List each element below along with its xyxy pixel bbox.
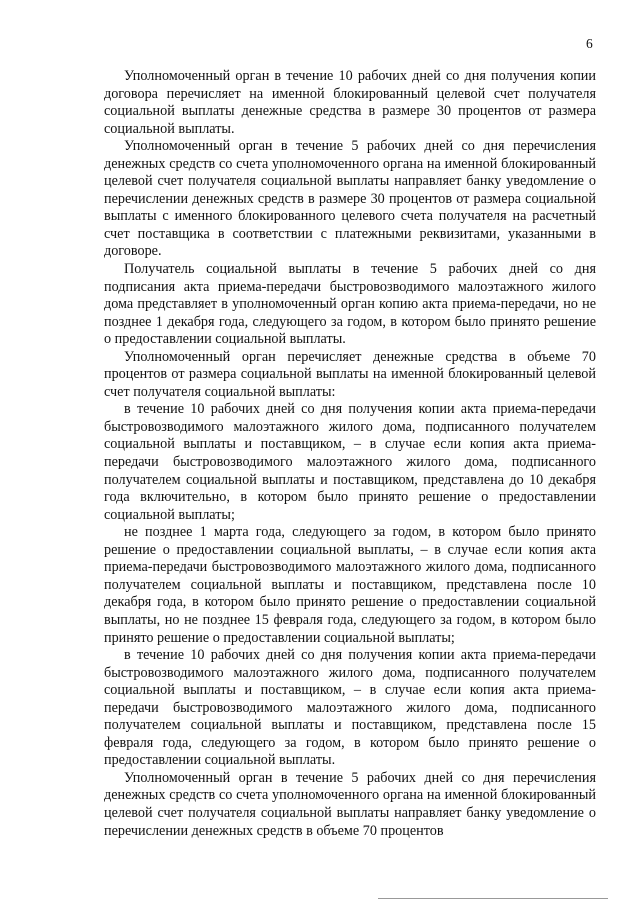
paragraph-initial-transfer: Уполномоченный орган в течение 10 рабочих дней со дня получения копии договора перечисляет на именной блокированный целевой счет получателя социальной выплаты денежные средства в размере 30 процентов от размера социальной выплаты. [104, 68, 596, 137]
paragraph-case-before-feb-15: не позднее 1 марта года, следующего за годом, в котором было принято решение о предоставлении социальной выплаты, – в случае если копия акта приема-передачи быстровозводимого малоэтажного жилого дома, подписанного получателем социальной выплаты и поставщиком, представлена после 10 декабря года, в котором было принято решение о предоставлении социальной выплаты, но не позднее 15 февраля года, следующего за годом, в котором было принято решение о предоставлении социальной выплаты; [104, 524, 596, 646]
paragraph-bank-notice-70: Уполномоченный орган в течение 5 рабочих дней со дня перечисления денежных средств со счета уполномоченного органа на именной блокированный целевой счет получателя социальной выплаты направляет банку уведомление о перечислении денежных средств в объеме 70 процентов [104, 769, 596, 839]
paragraph-transfer-70: Уполномоченный орган перечисляет денежные средства в объеме 70 процентов от размера социальной выплаты на именной блокированный целевой счет получателя социальной выплаты: [104, 348, 596, 400]
paragraph-acceptance-act: Получатель социальной выплаты в течение 5 рабочих дней со дня подписания акта приема-передачи быстровозводимого малоэтажного жилого дома представляет в уполномоченный орган копию акта приема-передачи, но не позднее 1 декабря года, следующего за годом, в котором было принято решение о предоставлении социальной выплаты. [104, 261, 596, 348]
paragraph-bank-notice-30: Уполномоченный орган в течение 5 рабочих дней со дня перечисления денежных средств со счета уполномоченного органа на именной блокированный целевой счет получателя социальной выплаты направляет банку уведомление о перечислении денежных средств в размере 30 процентов от размера социальной выплаты с именного блокированного целевого счета получателя на расчетный счет поставщика в соответствии с платежными реквизитами, указанными в договоре. [104, 138, 596, 260]
footer-rule [378, 898, 608, 899]
page-number: 6 [586, 36, 593, 51]
paragraph-case-after-feb-15: в течение 10 рабочих дней со дня получения копии акта приема-передачи быстровозводимого малоэтажного жилого дома, подписанного получателем социальной выплаты и поставщиком, – в случае если копия акта приема-передачи быстровозводимого малоэтажного жилого дома, подписанного получателем социальной выплаты и поставщиком, представлена после 15 февраля года, следующего за годом, в котором было принято решение о предоставлении социальной выплаты. [104, 647, 596, 769]
paragraph-case-before-dec-10: в течение 10 рабочих дней со дня получения копии акта приема-передачи быстровозводимого малоэтажного жилого дома, подписанного получателем социальной выплаты и поставщиком, – в случае если копия акта приема-передачи быстровозводимого малоэтажного жилого дома, подписанного получателем социальной выплаты и поставщиком, представлена до 10 декабря года включительно, в котором было принято решение о предоставлении социальной выплаты; [104, 401, 596, 523]
document-body [104, 68, 596, 840]
